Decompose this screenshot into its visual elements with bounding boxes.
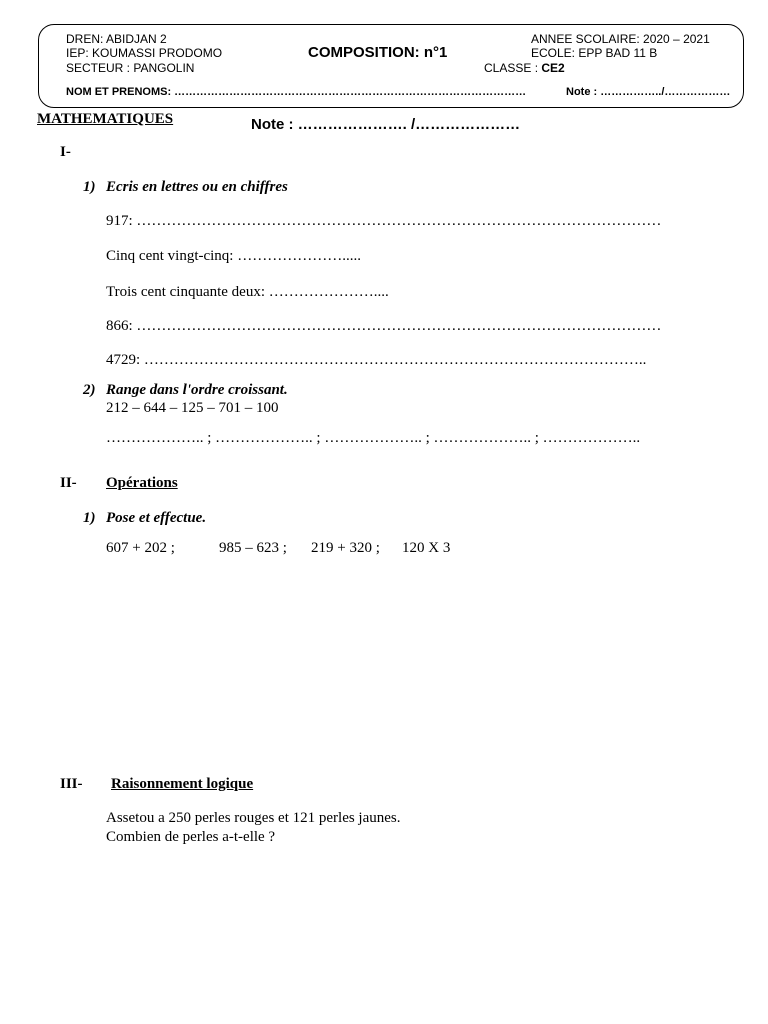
exercise-line: 866: …………………………………………………………………………………………… bbox=[106, 318, 662, 334]
operation-item: 120 X 3 bbox=[402, 540, 451, 556]
dren-text: DREN: ABIDJAN 2 bbox=[66, 32, 167, 46]
section1-number: I- bbox=[60, 144, 71, 160]
subject-title: MATHEMATIQUES bbox=[37, 111, 174, 127]
classe-text bbox=[484, 61, 565, 75]
section1-q1-label: 1) bbox=[83, 179, 96, 195]
section3-title: Raisonnement logique bbox=[111, 776, 254, 792]
section2-q1-title: Pose et effectue. bbox=[106, 510, 207, 526]
ecole-text: ECOLE: EPP BAD 11 B bbox=[531, 46, 658, 60]
exercise-line: 917: …………………………………………………………………………………………… bbox=[106, 213, 662, 229]
ordering-answer-line: ……………….. ; ……………….. ; ……………….. ; ……………….. ; ……………….. bbox=[106, 430, 641, 446]
section2-title: Opérations bbox=[106, 475, 178, 491]
operation-item: 985 – 623 ; bbox=[219, 540, 287, 556]
section1-q1-title: Ecris en lettres ou en chiffres bbox=[106, 179, 288, 195]
classe-value: CE2 bbox=[541, 61, 565, 75]
composition-title: COMPOSITION: n°1 bbox=[308, 44, 448, 61]
problem-line: Assetou a 250 perles rouges et 121 perles jaunes. bbox=[106, 810, 401, 826]
section1-q2-label: 2) bbox=[83, 382, 96, 398]
number-sequence: 212 – 644 – 125 – 701 – 100 bbox=[106, 400, 279, 416]
iep-text: IEP: KOUMASSI PRODOMO bbox=[66, 46, 223, 60]
section2-q1-label: 1) bbox=[83, 510, 96, 526]
exercise-line: Cinq cent vingt-cinq: …………………..... bbox=[106, 248, 361, 264]
section2-number: II- bbox=[60, 475, 77, 491]
header-note-line: Note : ……………../……………… bbox=[566, 86, 731, 98]
section3-number: III- bbox=[60, 776, 83, 792]
exercise-line: Trois cent cinquante deux: ………………….... bbox=[106, 284, 389, 300]
nom-prenoms-line: NOM ET PRENOMS: …………………………………………………………………………………… bbox=[66, 86, 527, 98]
secteur-text: SECTEUR : PANGOLIN bbox=[66, 61, 195, 75]
subject-note-line: Note : …………………. /………………… bbox=[251, 116, 521, 133]
operation-item: 219 + 320 ; bbox=[311, 540, 380, 556]
operation-item: 607 + 202 ; bbox=[106, 540, 175, 556]
section1-q2-title: Range dans l'ordre croissant. bbox=[106, 382, 288, 398]
classe-label: CLASSE : bbox=[484, 61, 542, 75]
exercise-line: 4729: ……………………………………………………………………………………….. bbox=[106, 352, 647, 368]
problem-line: Combien de perles a-t-elle ? bbox=[106, 829, 276, 845]
annee-text: ANNEE SCOLAIRE: 2020 – 2021 bbox=[531, 32, 710, 46]
